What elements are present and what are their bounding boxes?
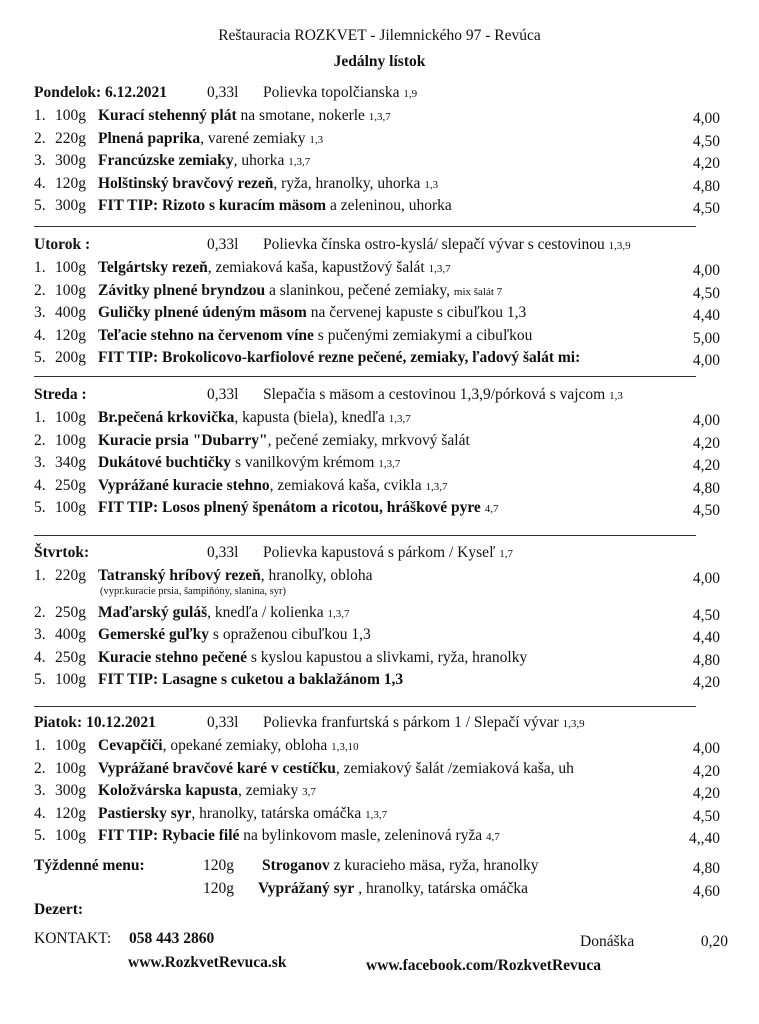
item-desc: na červenej kapuste s cibuľkou 1,3 xyxy=(306,304,527,321)
section-divider xyxy=(34,535,696,536)
item-price: 4,00 xyxy=(692,570,720,587)
weekly-item-1-name: Stroganov xyxy=(262,857,330,874)
item-text xyxy=(98,805,387,823)
item-weight: 100g xyxy=(55,409,86,426)
item-name: Tatranský hríbový rezeň xyxy=(98,567,261,584)
item-note: (vypr.kuracie prsia, šampiňóny, slanina, syr) xyxy=(100,585,286,597)
item-weight: 100g xyxy=(55,499,86,516)
item-text xyxy=(98,304,526,322)
soup-allergens: 1,7 xyxy=(499,548,513,560)
item-name: FIT TIP: Lasagne s cuketou a baklažánom 1,3 xyxy=(98,671,404,688)
item-name: Guličky plnené údeným mäsom xyxy=(98,304,307,321)
item-weight: 100g xyxy=(55,759,86,777)
item-price: 4,20 xyxy=(692,785,720,802)
item-text xyxy=(98,327,532,345)
item-price: 5,00 xyxy=(692,329,720,347)
item-text xyxy=(98,432,470,450)
item-weight: 250g xyxy=(55,476,86,494)
weekly-item-2-price: 4,60 xyxy=(692,883,720,900)
item-price: 4,20 xyxy=(692,434,720,452)
section-divider xyxy=(34,226,696,227)
soup-portion: 0,33l xyxy=(207,236,239,253)
item-text xyxy=(98,499,498,517)
item-allergens: 1,3,7 xyxy=(388,413,411,425)
menu-item xyxy=(0,827,759,849)
item-allergens: 1,3,10 xyxy=(331,741,359,753)
item-weight: 400g xyxy=(55,626,86,643)
day-header-2 xyxy=(0,236,759,258)
item-weight: 120g xyxy=(55,326,86,344)
item-text xyxy=(98,827,500,845)
item-number: 3. xyxy=(34,626,46,643)
item-text xyxy=(98,409,411,427)
item-text xyxy=(98,349,580,367)
item-name: Maďarský guláš xyxy=(98,603,208,621)
item-number: 4. xyxy=(34,476,46,494)
menu-item xyxy=(0,760,759,782)
item-name: Br.pečená krkovička xyxy=(98,409,235,426)
soup-portion: 0,33l xyxy=(207,544,239,561)
menu-item xyxy=(0,626,759,648)
item-desc: , zemiaky xyxy=(237,782,299,799)
item-number: 4. xyxy=(34,804,46,822)
delivery-label: Donáška xyxy=(580,933,635,950)
item-name: Holštinský bravčový rezeň xyxy=(98,174,274,192)
item-text xyxy=(98,567,373,585)
item-weight: 100g xyxy=(55,431,86,449)
menu-item xyxy=(0,737,759,759)
item-text xyxy=(98,259,451,277)
weekly-item-1-desc: z kuracieho mäsa, ryža, hranolky xyxy=(329,857,539,874)
day-label: Štvrtok: xyxy=(34,544,90,561)
day-header-4 xyxy=(0,544,759,566)
item-number: 5. xyxy=(34,197,46,214)
item-name: FIT TIP: Rizoto s kuracím mäsom xyxy=(98,197,327,214)
item-weight: 250g xyxy=(55,603,86,621)
item-weight: 220g xyxy=(55,567,86,584)
item-text xyxy=(98,671,403,689)
soup-text: Slepačia s mäsom a cestovinou 1,3,9/pórková s vajcom xyxy=(263,386,606,403)
contact-phone: 058 443 2860 xyxy=(129,930,215,947)
delivery-price: 0,20 xyxy=(700,933,728,950)
menu-title: Jedálny lístok xyxy=(333,53,426,70)
weekly-item-1-price: 4,80 xyxy=(692,860,720,877)
weekly-item-1 xyxy=(262,857,539,875)
menu-item xyxy=(0,349,759,371)
item-price: 4,20 xyxy=(692,762,720,780)
item-weight: 120g xyxy=(55,804,86,822)
soup-allergens: 1,3,9 xyxy=(608,240,631,252)
item-price: 4,00 xyxy=(692,352,720,369)
item-weight: 100g xyxy=(55,827,86,844)
item-weight: 100g xyxy=(55,671,86,688)
soup-name xyxy=(263,84,417,102)
menu-item xyxy=(0,782,759,804)
day-label: Streda : xyxy=(34,386,87,403)
item-price: 4,20 xyxy=(692,674,720,691)
item-number: 5. xyxy=(34,499,46,516)
item-desc: , pečené zemiaky, mrkvový šalát xyxy=(267,431,470,449)
item-number: 2. xyxy=(34,759,46,777)
item-allergens: 1,3,7 xyxy=(378,458,401,470)
menu-item xyxy=(0,454,759,476)
item-price: 4,00 xyxy=(692,412,720,429)
item-text xyxy=(98,175,438,193)
item-number: 3. xyxy=(34,782,46,799)
item-name: FIT TIP: Brokolicovo-karfiolové rezne pečené, zemiaky, ľadový šalát mi: xyxy=(98,349,581,366)
item-price: 4,20 xyxy=(692,155,720,172)
item-number: 4. xyxy=(34,648,46,666)
menu-item xyxy=(0,671,759,693)
item-desc: , uhorka xyxy=(233,152,285,169)
item-text xyxy=(98,197,452,215)
soup-name xyxy=(263,386,623,404)
soup-name xyxy=(263,544,513,562)
item-desc: , hranolky, obloha xyxy=(260,567,373,584)
menu-item xyxy=(0,805,759,827)
soup-portion: 0,33l xyxy=(207,386,239,403)
weekly-item-2-gram: 120g xyxy=(203,880,234,897)
item-name: Teľacie stehno na červenom víne xyxy=(98,326,314,344)
item-text xyxy=(98,782,316,800)
item-name: Cevapčiči xyxy=(98,737,163,754)
item-weight: 100g xyxy=(55,737,86,754)
day-label: Pondelok: 6.12.2021 xyxy=(34,84,168,101)
item-weight: 220g xyxy=(55,129,86,147)
item-weight: 100g xyxy=(55,281,86,299)
item-text xyxy=(98,649,527,667)
item-number: 1. xyxy=(34,409,46,426)
item-allergens: 1,3,7 xyxy=(288,156,311,168)
item-name: Kuracie stehno pečené xyxy=(98,648,247,666)
menu-item xyxy=(0,107,759,129)
item-name: Pastiersky syr xyxy=(98,804,192,822)
soup-allergens: 1,9 xyxy=(403,88,418,100)
item-price: 4,50 xyxy=(692,200,720,217)
item-number: 2. xyxy=(34,603,46,621)
item-allergens: 1,3,7 xyxy=(368,111,391,123)
item-price: 4,00 xyxy=(692,262,720,279)
soup-name xyxy=(263,236,631,254)
day-label: Utorok : xyxy=(34,236,91,253)
item-weight: 120g xyxy=(55,174,86,192)
menu-item xyxy=(0,409,759,431)
item-allergens: 4,7 xyxy=(484,503,499,515)
item-desc: s opraženou cibuľkou 1,3 xyxy=(209,626,371,643)
menu-item xyxy=(0,197,759,219)
item-price: 4,50 xyxy=(692,284,720,302)
item-desc: s kyslou kapustou a slivkami, ryža, hranolky xyxy=(246,648,528,666)
item-name: Plnená paprika xyxy=(98,129,201,147)
contact-label: KONTAKT: xyxy=(34,930,112,947)
soup-text: Polievka topolčianska xyxy=(263,84,400,101)
item-number: 4. xyxy=(34,174,46,192)
menu-item xyxy=(0,477,759,499)
item-name: Kurací stehenný plát xyxy=(98,107,237,124)
item-weight: 100g xyxy=(55,107,86,124)
dessert-label: Dezert: xyxy=(34,901,84,918)
item-price: 4,,40 xyxy=(689,830,720,847)
item-name: Kuracie prsia "Dubarry" xyxy=(98,431,268,449)
item-price: 4,80 xyxy=(692,651,720,669)
menu-item xyxy=(0,432,759,454)
item-price: 4,50 xyxy=(692,132,720,150)
item-price: 4,20 xyxy=(692,457,720,474)
menu-item xyxy=(0,604,759,626)
item-name: Dukátové buchtičky xyxy=(98,454,232,471)
soup-text: Polievka kapustová s párkom / Kyseľ xyxy=(263,544,496,561)
item-price: 4,40 xyxy=(692,629,720,646)
menu-item xyxy=(0,499,759,521)
item-price: 4,50 xyxy=(692,807,720,825)
item-allergens: 3,7 xyxy=(302,786,316,798)
item-name: Vyprážané bravčové karé v cestíčku xyxy=(98,759,336,777)
section-divider xyxy=(34,706,696,707)
item-desc: , zemiaková kaša, cvikla xyxy=(269,476,422,494)
menu-item xyxy=(0,649,759,671)
menu-item xyxy=(0,175,759,197)
item-number: 1. xyxy=(34,737,46,754)
item-desc: s pučenými zemiakymi a cibuľkou xyxy=(313,326,533,344)
item-allergens: 4,7 xyxy=(486,831,500,843)
section-divider xyxy=(34,376,696,377)
item-text xyxy=(98,737,359,755)
item-weight: 340g xyxy=(55,454,86,471)
item-price: 4,00 xyxy=(692,740,720,757)
item-allergens: 1,3,7 xyxy=(428,263,451,275)
weekly-label: Týždenné menu: xyxy=(34,857,145,874)
item-desc: a slaninkou, pečené zemiaky, xyxy=(265,281,451,299)
soup-allergens: 1,3 xyxy=(609,390,623,402)
item-weight: 300g xyxy=(55,152,86,169)
item-name: FIT TIP: Rybacie filé xyxy=(98,827,240,844)
item-price: 4,80 xyxy=(692,177,720,195)
weekly-item-2-name: Vyprážaný syr xyxy=(258,880,355,897)
item-weight: 400g xyxy=(55,304,86,321)
weekly-item-2-desc: , hranolky, tatárska omáčka xyxy=(354,880,529,897)
item-price: 4,40 xyxy=(692,307,720,324)
day-header-3 xyxy=(0,386,759,408)
soup-portion: 0,33l xyxy=(207,84,239,101)
item-desc: , knedľa / kolienka xyxy=(207,603,324,621)
item-price: 4,50 xyxy=(692,502,720,519)
item-weight: 300g xyxy=(55,197,86,214)
item-desc: , varené zemiaky xyxy=(200,129,306,147)
soup-text: Polievka franfurtská s párkom 1 / Slepačí vývar xyxy=(263,714,559,731)
item-name: Závitky plnené bryndzou xyxy=(98,281,266,299)
item-desc: na smotane, nokerle xyxy=(236,107,365,124)
item-number: 1. xyxy=(34,259,46,276)
item-number: 5. xyxy=(34,671,46,688)
item-desc: , zemiakový šalát /zemiaková kaša, uh xyxy=(335,759,574,777)
menu-item xyxy=(0,327,759,349)
item-number: 5. xyxy=(34,349,46,366)
item-desc: , hranolky, tatárska omáčka xyxy=(191,804,362,822)
item-text xyxy=(98,130,323,148)
item-desc: a zeleninou, uhorka xyxy=(326,197,452,214)
item-name: Vyprážané kuracie stehno xyxy=(98,476,270,494)
item-number: 2. xyxy=(34,281,46,299)
item-text xyxy=(98,282,502,300)
item-number: 5. xyxy=(34,827,46,844)
item-weight: 100g xyxy=(55,259,86,276)
item-name: Gemerské guľky xyxy=(98,626,210,643)
item-allergens: 1,3 xyxy=(309,133,324,146)
item-text xyxy=(98,477,447,495)
weekly-item-1-gram: 120g xyxy=(203,857,234,874)
facebook-link[interactable]: www.facebook.com/RozkvetRevuca xyxy=(366,957,602,974)
item-text xyxy=(98,760,574,778)
item-allergens: 1,3,7 xyxy=(327,607,350,620)
day-label: Piatok: 10.12.2021 xyxy=(34,714,156,731)
item-number: 3. xyxy=(34,304,46,321)
item-desc: , ryža, hranolky, uhorka xyxy=(273,174,421,192)
soup-name xyxy=(263,714,585,732)
item-desc: s vanilkovým krémom xyxy=(231,454,375,471)
item-desc: na bylinkovom masle, zeleninová ryža xyxy=(239,827,483,844)
day-header-1 xyxy=(0,84,759,106)
item-weight: 250g xyxy=(55,648,86,666)
item-number: 2. xyxy=(34,431,46,449)
restaurant-title: Reštauracia ROZKVET - Jilemnického 97 - Revúca xyxy=(218,27,541,44)
day-header-5 xyxy=(0,714,759,736)
item-weight: 300g xyxy=(55,782,86,799)
soup-portion: 0,33l xyxy=(207,714,239,731)
item-allergens: 1,3,7 xyxy=(365,808,388,821)
item-number: 2. xyxy=(34,129,46,147)
item-price: 4,00 xyxy=(692,110,720,127)
item-desc: , zemiaková kaša, kapustžový šalát xyxy=(207,259,425,276)
item-text xyxy=(98,152,310,170)
item-desc: , opekané zemiaky, obloha xyxy=(162,737,328,754)
item-name: FIT TIP: Losos plnený špenátom a ricotou, hráškové pyre xyxy=(98,499,481,516)
item-text xyxy=(98,107,391,125)
item-number: 3. xyxy=(34,454,46,471)
soup-allergens: 1,3,9 xyxy=(562,718,585,730)
item-name: Francúzske zemiaky xyxy=(98,152,234,169)
item-allergens: mix šalát 7 xyxy=(453,285,503,298)
item-allergens: 1,3 xyxy=(424,178,439,191)
item-weight: 200g xyxy=(55,349,86,366)
item-price: 4,50 xyxy=(692,606,720,624)
item-number: 1. xyxy=(34,107,46,124)
item-name: Koložvárska kapusta xyxy=(98,782,238,799)
weekly-item-2 xyxy=(258,880,528,898)
item-text xyxy=(98,604,350,622)
item-allergens: 1,3,7 xyxy=(425,480,448,493)
menu-item xyxy=(0,130,759,152)
item-desc: , kapusta (biela), knedľa xyxy=(234,409,385,426)
item-number: 3. xyxy=(34,152,46,169)
menu-item xyxy=(0,304,759,326)
item-name: Telgártsky rezeň xyxy=(98,259,208,276)
item-number: 1. xyxy=(34,567,46,584)
item-number: 4. xyxy=(34,326,46,344)
soup-text: Polievka čínska ostro-kyslá/ slepačí vývar s cestovinou xyxy=(263,236,605,253)
menu-item xyxy=(0,282,759,304)
menu-item xyxy=(0,152,759,174)
item-price: 4,80 xyxy=(692,479,720,497)
item-text xyxy=(98,454,400,472)
item-text xyxy=(98,626,371,644)
website-link[interactable]: www.RozkvetRevuca.sk xyxy=(128,954,287,971)
menu-item xyxy=(0,259,759,281)
